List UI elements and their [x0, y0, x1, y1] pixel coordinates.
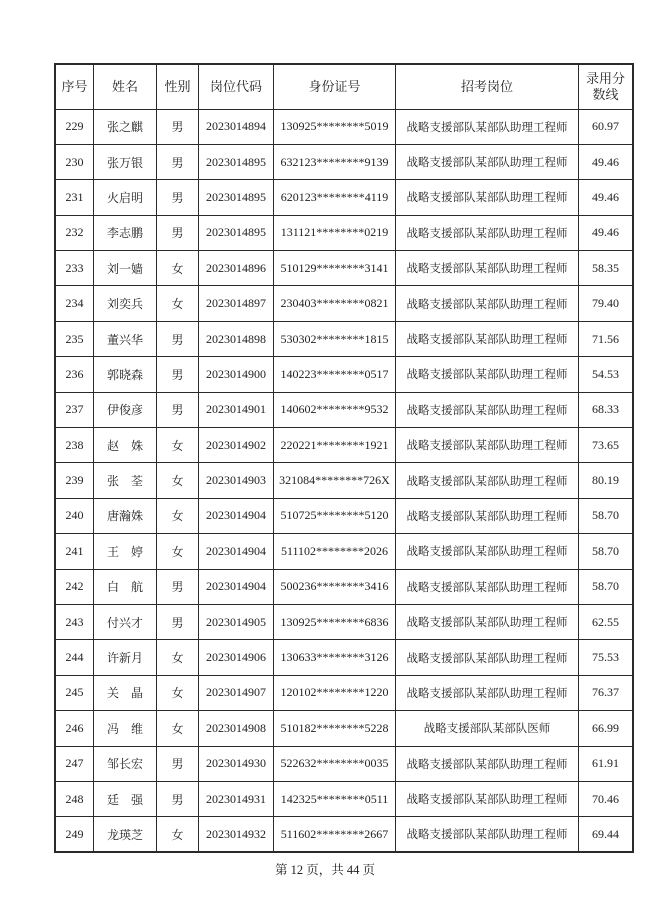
cell-name: 关 晶 — [94, 675, 157, 710]
header-row — [55, 64, 633, 109]
cell-gender: 女 — [157, 817, 199, 852]
cell-code: 2023014908 — [199, 711, 274, 746]
cell-no: 244 — [55, 640, 94, 675]
cell-position: 战略支援部队某部队助理工程师 — [396, 215, 579, 250]
cell-position: 战略支援部队某部队助理工程师 — [396, 781, 579, 816]
cell-gender: 女 — [157, 498, 199, 533]
cell-score: 49.46 — [579, 144, 634, 179]
cell-gender: 男 — [157, 392, 199, 427]
cell-no: 245 — [55, 675, 94, 710]
cell-gender: 男 — [157, 357, 199, 392]
table-row — [55, 604, 633, 639]
cell-id-number: 511102********2026 — [274, 534, 396, 569]
cell-name: 张万银 — [94, 144, 157, 179]
cell-score: 58.70 — [579, 498, 634, 533]
cell-no: 239 — [55, 463, 94, 498]
cell-name: 李志鹏 — [94, 215, 157, 250]
cell-position: 战略支援部队某部队医师 — [396, 711, 579, 746]
cell-no: 248 — [55, 781, 94, 816]
table-row — [55, 498, 633, 533]
cell-name: 邹长宏 — [94, 746, 157, 781]
column-header-no: 序号 — [55, 64, 94, 109]
table-row — [55, 215, 633, 250]
cell-id-number: 130925********5019 — [274, 109, 396, 144]
cell-gender: 女 — [157, 640, 199, 675]
page-footer: 第 12 页，共 44 页 — [274, 863, 375, 877]
table-row — [55, 817, 633, 852]
cell-name: 张 荃 — [94, 463, 157, 498]
cell-no: 247 — [55, 746, 94, 781]
cell-id-number: 620123********4119 — [274, 180, 396, 215]
cell-no: 235 — [55, 321, 94, 356]
cell-position: 战略支援部队某部队助理工程师 — [396, 604, 579, 639]
cell-code: 2023014932 — [199, 817, 274, 852]
cell-name: 火启明 — [94, 180, 157, 215]
cell-name: 王 婷 — [94, 534, 157, 569]
column-header-code: 岗位代码 — [199, 64, 274, 109]
cell-score: 73.65 — [579, 428, 634, 463]
table-row — [55, 109, 633, 144]
cell-gender: 男 — [157, 321, 199, 356]
cell-position: 战略支援部队某部队助理工程师 — [396, 109, 579, 144]
cell-score: 49.46 — [579, 180, 634, 215]
cell-code: 2023014906 — [199, 640, 274, 675]
cell-name: 郭晓森 — [94, 357, 157, 392]
cell-position: 战略支援部队某部队助理工程师 — [396, 144, 579, 179]
cell-code: 2023014895 — [199, 180, 274, 215]
cell-score: 68.33 — [579, 392, 634, 427]
cell-score: 71.56 — [579, 321, 634, 356]
cell-position: 战略支援部队某部队助理工程师 — [396, 392, 579, 427]
table-row — [55, 781, 633, 816]
table-row — [55, 711, 633, 746]
cell-no: 231 — [55, 180, 94, 215]
column-header-id: 身份证号 — [274, 64, 396, 109]
cell-gender: 男 — [157, 180, 199, 215]
cell-id-number: 511602********2667 — [274, 817, 396, 852]
cell-no: 236 — [55, 357, 94, 392]
cell-id-number: 220221********1921 — [274, 428, 396, 463]
cell-no: 237 — [55, 392, 94, 427]
cell-id-number: 510129********3141 — [274, 251, 396, 286]
cell-id-number: 510182********5228 — [274, 711, 396, 746]
cell-no: 241 — [55, 534, 94, 569]
table-row — [55, 746, 633, 781]
cell-score: 69.44 — [579, 817, 634, 852]
cell-no: 240 — [55, 498, 94, 533]
cell-score: 49.46 — [579, 215, 634, 250]
cell-id-number: 500236********3416 — [274, 569, 396, 604]
table-row — [55, 640, 633, 675]
table-row — [55, 286, 633, 321]
table-row — [55, 251, 633, 286]
column-header-gender: 性别 — [157, 64, 199, 109]
cell-no: 233 — [55, 251, 94, 286]
cell-score: 75.53 — [579, 640, 634, 675]
cell-name: 董兴华 — [94, 321, 157, 356]
cell-score: 79.40 — [579, 286, 634, 321]
cell-name: 廷 强 — [94, 781, 157, 816]
cell-id-number: 321084********726X — [274, 463, 396, 498]
cell-id-number: 130633********3126 — [274, 640, 396, 675]
cell-position: 战略支援部队某部队助理工程师 — [396, 640, 579, 675]
cell-gender: 男 — [157, 781, 199, 816]
cell-code: 2023014894 — [199, 109, 274, 144]
cell-gender: 女 — [157, 711, 199, 746]
cell-score: 58.70 — [579, 569, 634, 604]
cell-no: 243 — [55, 604, 94, 639]
cell-position: 战略支援部队某部队助理工程师 — [396, 180, 579, 215]
cell-score: 70.46 — [579, 781, 634, 816]
cell-position: 战略支援部队某部队助理工程师 — [396, 569, 579, 604]
cell-code: 2023014895 — [199, 144, 274, 179]
cell-gender: 女 — [157, 286, 199, 321]
cell-id-number: 230403********0821 — [274, 286, 396, 321]
cell-name: 赵 姝 — [94, 428, 157, 463]
cell-code: 2023014905 — [199, 604, 274, 639]
cell-name: 刘奕兵 — [94, 286, 157, 321]
cell-position: 战略支援部队某部队助理工程师 — [396, 746, 579, 781]
cell-gender: 男 — [157, 569, 199, 604]
cell-score: 58.70 — [579, 534, 634, 569]
cell-id-number: 130925********6836 — [274, 604, 396, 639]
cell-name: 付兴才 — [94, 604, 157, 639]
cell-name: 许新月 — [94, 640, 157, 675]
cell-gender: 男 — [157, 215, 199, 250]
cell-position: 战略支援部队某部队助理工程师 — [396, 675, 579, 710]
cell-gender: 男 — [157, 144, 199, 179]
cell-name: 冯 维 — [94, 711, 157, 746]
cell-score: 60.97 — [579, 109, 634, 144]
cell-code: 2023014898 — [199, 321, 274, 356]
cell-position: 战略支援部队某部队助理工程师 — [396, 463, 579, 498]
cell-code: 2023014895 — [199, 215, 274, 250]
cell-gender: 女 — [157, 675, 199, 710]
cell-gender: 女 — [157, 251, 199, 286]
cell-no: 242 — [55, 569, 94, 604]
cell-score: 58.35 — [579, 251, 634, 286]
cell-id-number: 632123********9139 — [274, 144, 396, 179]
cell-score: 61.91 — [579, 746, 634, 781]
table-row — [55, 534, 633, 569]
cell-name: 白 航 — [94, 569, 157, 604]
cell-position: 战略支援部队某部队助理工程师 — [396, 534, 579, 569]
cell-position: 战略支援部队某部队助理工程师 — [396, 286, 579, 321]
table-row — [55, 569, 633, 604]
cell-id-number: 140602********9532 — [274, 392, 396, 427]
cell-gender: 男 — [157, 109, 199, 144]
score-table — [54, 63, 634, 853]
table-row — [55, 321, 633, 356]
cell-code: 2023014904 — [199, 534, 274, 569]
cell-position: 战略支援部队某部队助理工程师 — [396, 357, 579, 392]
table-row — [55, 180, 633, 215]
cell-gender: 女 — [157, 463, 199, 498]
cell-code: 2023014904 — [199, 569, 274, 604]
cell-code: 2023014904 — [199, 498, 274, 533]
cell-id-number: 510725********5120 — [274, 498, 396, 533]
cell-code: 2023014903 — [199, 463, 274, 498]
column-header-name: 姓名 — [94, 64, 157, 109]
cell-no: 234 — [55, 286, 94, 321]
cell-name: 伊俊彦 — [94, 392, 157, 427]
cell-gender: 男 — [157, 604, 199, 639]
cell-no: 230 — [55, 144, 94, 179]
cell-no: 238 — [55, 428, 94, 463]
cell-id-number: 140223********0517 — [274, 357, 396, 392]
cell-code: 2023014900 — [199, 357, 274, 392]
table-row — [55, 357, 633, 392]
column-header-position: 招考岗位 — [396, 64, 579, 109]
table-body — [55, 109, 633, 852]
column-header-score: 录用分数线 — [579, 64, 634, 109]
cell-name: 刘一嫱 — [94, 251, 157, 286]
table-row — [55, 392, 633, 427]
cell-gender: 女 — [157, 534, 199, 569]
cell-name: 龙瑛芝 — [94, 817, 157, 852]
cell-name: 唐瀚姝 — [94, 498, 157, 533]
cell-position: 战略支援部队某部队助理工程师 — [396, 251, 579, 286]
cell-gender: 男 — [157, 746, 199, 781]
cell-no: 246 — [55, 711, 94, 746]
cell-id-number: 131121********0219 — [274, 215, 396, 250]
table-row — [55, 144, 633, 179]
cell-position: 战略支援部队某部队助理工程师 — [396, 817, 579, 852]
cell-name: 张之麒 — [94, 109, 157, 144]
table-row — [55, 463, 633, 498]
cell-no: 229 — [55, 109, 94, 144]
cell-id-number: 530302********1815 — [274, 321, 396, 356]
cell-position: 战略支援部队某部队助理工程师 — [396, 498, 579, 533]
cell-code: 2023014896 — [199, 251, 274, 286]
table-header — [55, 64, 633, 109]
cell-score: 80.19 — [579, 463, 634, 498]
cell-code: 2023014930 — [199, 746, 274, 781]
cell-code: 2023014931 — [199, 781, 274, 816]
cell-score: 76.37 — [579, 675, 634, 710]
cell-code: 2023014897 — [199, 286, 274, 321]
table-row — [55, 428, 633, 463]
table-row — [55, 675, 633, 710]
cell-id-number: 120102********1220 — [274, 675, 396, 710]
cell-code: 2023014907 — [199, 675, 274, 710]
cell-score: 62.55 — [579, 604, 634, 639]
cell-score: 66.99 — [579, 711, 634, 746]
cell-gender: 女 — [157, 428, 199, 463]
cell-position: 战略支援部队某部队助理工程师 — [396, 428, 579, 463]
cell-code: 2023014902 — [199, 428, 274, 463]
cell-id-number: 142325********0511 — [274, 781, 396, 816]
cell-no: 232 — [55, 215, 94, 250]
cell-id-number: 522632********0035 — [274, 746, 396, 781]
cell-no: 249 — [55, 817, 94, 852]
cell-score: 54.53 — [579, 357, 634, 392]
cell-code: 2023014901 — [199, 392, 274, 427]
cell-position: 战略支援部队某部队助理工程师 — [396, 321, 579, 356]
